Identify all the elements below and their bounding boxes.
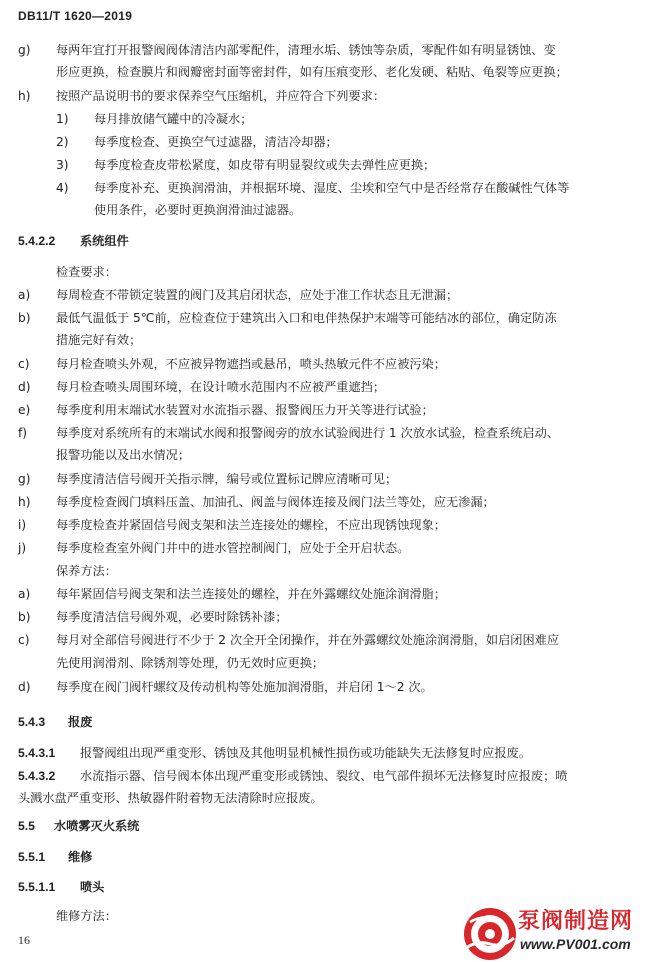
section-number: 5.4.3 bbox=[18, 715, 46, 729]
item-text: 每月排放储气罐中的冷凝水； bbox=[94, 112, 253, 126]
item-text-continuation: 报警功能以及出水情况； bbox=[56, 448, 191, 462]
item-text: 每季度检查皮带松紧度，如皮带有明显裂纹或失去弹性应更换； bbox=[94, 158, 436, 172]
item-marker: i) bbox=[18, 518, 27, 532]
clause-number: 5.4.3.1 bbox=[18, 746, 56, 760]
item-marker: j) bbox=[18, 541, 27, 555]
clause-number: 5.4.3.2 bbox=[18, 769, 56, 783]
item-text: 每季度检查、更换空气过滤器，清洁冷却器； bbox=[94, 135, 338, 149]
item-text: 每年紧固信号阀支架和法兰连接处的螺栓，并在外露螺纹处施涂润滑脂； bbox=[56, 587, 446, 601]
item-marker: d) bbox=[18, 380, 31, 394]
item-marker: a) bbox=[18, 288, 31, 302]
item-text: 按照产品说明书的要求保养空气压缩机，并应符合下列要求： bbox=[56, 89, 386, 103]
section-number: 5.5 bbox=[18, 819, 35, 833]
section-heading-5-5-1 bbox=[18, 846, 93, 868]
item-marker: 1) bbox=[56, 112, 69, 126]
section-heading-5-4-2-2 bbox=[18, 230, 129, 252]
maintenance-label: 保养方法： bbox=[56, 564, 117, 578]
item-text-continuation: 先使用润滑剂、除锈剂等处理，仍无效时应更换； bbox=[56, 656, 325, 670]
item-text-continuation: 使用条件，必要时更换润滑油过滤器。 bbox=[94, 203, 302, 217]
item-text: 每季度在阀门阀杆螺纹及传动机构等处施加润滑脂，并启闭 1～2 次。 bbox=[56, 680, 433, 694]
repair-method-label: 维修方法： bbox=[56, 909, 117, 923]
item-text: 每季度清洁信号阀开关指示牌，编号或位置标记牌应清晰可见； bbox=[56, 472, 398, 486]
section-number: 5.5.1 bbox=[18, 850, 46, 864]
item-text: 每季度利用末端试水装置对水流指示器、报警阀压力开关等进行试验； bbox=[56, 403, 434, 417]
section-title: 系统组件 bbox=[80, 234, 129, 248]
section-number: 5.4.2.2 bbox=[18, 234, 56, 248]
item-marker: h) bbox=[18, 89, 31, 103]
item-text: 每季度检查室外阀门井中的进水管控制阀门，应处于全开启状态。 bbox=[56, 541, 410, 555]
item-text-continuation: 措施完好有效； bbox=[56, 333, 142, 347]
item-text: 最低气温低于 5℃前，应检查位于建筑出入口和电伴热保护末端等可能结冰的部位，确定防冻 bbox=[56, 311, 557, 325]
item-text: 每周检查不带锁定装置的阀门及其启闭状态，应处于准工作状态且无泄漏； bbox=[56, 288, 459, 302]
item-text: 每两年宜打开报警阀阀体清洁内部零配件，清理水垢、锈蚀等杂质，零配件如有明显锈蚀、变 bbox=[56, 43, 556, 57]
item-text: 每季度对系统所有的末端试水阀和报警阀旁的放水试验阀进行 1 次放水试验，检查系统启动、 bbox=[56, 426, 560, 440]
item-marker: b) bbox=[18, 610, 31, 624]
section-heading-5-5 bbox=[18, 815, 140, 837]
item-marker: c) bbox=[18, 357, 30, 371]
item-text: 每月对全部信号阀进行不少于 2 次全开全闭操作，并在外露螺纹处施涂润滑脂，如启闭困难应 bbox=[56, 633, 560, 647]
item-marker: 2) bbox=[56, 135, 69, 149]
page-number: 16 bbox=[18, 933, 30, 947]
item-text: 每月检查喷头周围环境，在设计喷水范围内不应被严重遮挡； bbox=[56, 380, 386, 394]
section-heading-5-4-3 bbox=[18, 711, 93, 733]
item-marker: 3) bbox=[56, 158, 69, 172]
standard-code-header: DB11/T 1620—2019 bbox=[18, 9, 133, 23]
section-title: 报废 bbox=[68, 715, 93, 729]
clause-text: 水流指示器、信号阀本体出现严重变形或锈蚀、裂纹、电气部件损坏无法修复时应报废；喷 bbox=[80, 769, 568, 783]
item-marker: e) bbox=[18, 403, 31, 417]
item-marker: d) bbox=[18, 680, 31, 694]
item-text: 每季度检查阀门填料压盖、加油孔、阀盖与阀体连接及阀门法兰等处，应无渗漏； bbox=[56, 495, 495, 509]
section-title: 喷头 bbox=[80, 880, 105, 894]
item-text-continuation: 形应更换，检查膜片和阀瓣密封面等密封件，如有压痕变形、老化发硬、粘贴、龟裂等应更换； bbox=[56, 65, 568, 79]
section-heading-5-5-1-1 bbox=[18, 876, 105, 898]
item-text: 每月检查喷头外观，不应被异物遮挡或悬吊，喷头热敏元件不应被污染； bbox=[56, 357, 446, 371]
item-text: 每季度检查并紧固信号阀支架和法兰连接处的螺栓，不应出现锈蚀现象； bbox=[56, 518, 446, 532]
item-marker: 4) bbox=[56, 181, 69, 195]
section-number: 5.5.1.1 bbox=[18, 880, 56, 894]
clause-text-continuation: 头溅水盘严重变形、热敏器件附着物无法清除时应报废。 bbox=[18, 791, 323, 805]
item-marker: g) bbox=[18, 472, 31, 486]
watermark-site-name: 泵阀制造网 bbox=[518, 909, 634, 934]
clause-text: 报警阀组出现严重变形、锈蚀及其他明显机械性损伤或功能缺失无法修复时应报废。 bbox=[80, 746, 531, 760]
watermark-url: www.PV001.com bbox=[520, 936, 631, 952]
section-title: 水喷雾灭火系统 bbox=[54, 819, 140, 833]
item-marker: f) bbox=[18, 426, 28, 440]
item-text: 每季度清洁信号阀外观，必要时除锈补漆； bbox=[56, 610, 288, 624]
item-marker: c) bbox=[18, 633, 30, 647]
item-marker: a) bbox=[18, 587, 31, 601]
section-title: 维修 bbox=[68, 850, 93, 864]
watermark-logo bbox=[460, 902, 650, 962]
pump-swirl-logo-icon bbox=[460, 904, 520, 962]
inspection-label: 检查要求： bbox=[56, 265, 117, 279]
item-text: 每季度补充、更换润滑油，并根据环境、湿度、尘埃和空气中是否经常存在酸碱性气体等 bbox=[94, 181, 570, 195]
item-marker: h) bbox=[18, 495, 31, 509]
item-marker: g) bbox=[18, 43, 31, 57]
item-marker: b) bbox=[18, 311, 31, 325]
